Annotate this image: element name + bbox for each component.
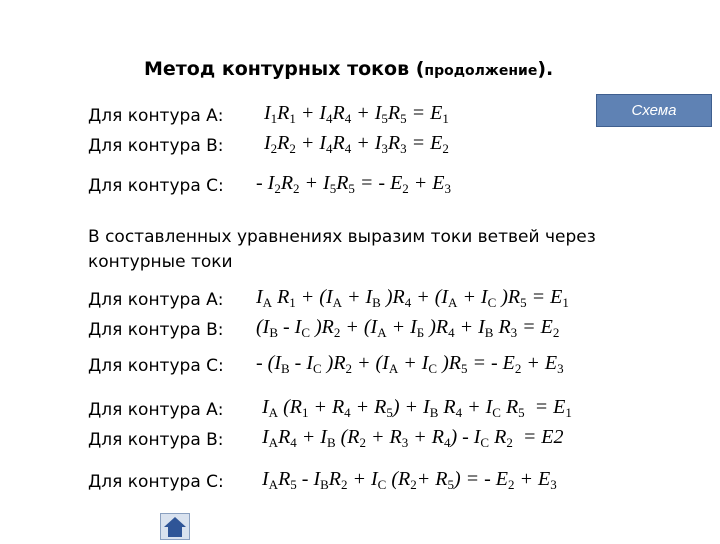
equation-a1: $I_1R_1 + I_4R_4 + I_5R_5 = E_1$ [264,102,449,126]
equation-c3: $I_AR_5 - I_BR_2 + I_C$ $(R_2+ R_5)$ = - $E_2 + E_3$ [262,468,557,492]
page-title [144,58,553,80]
equation-b1: $I_2R_2 + I_4R_4 + I_3R_3 = E_2$ [264,132,449,156]
title-end: ). [537,58,554,80]
label-contour-a: Для контура А: [88,290,224,310]
home-icon [161,514,189,539]
label-contour-c: Для контура С: [88,176,224,196]
equation-b2: ($I_B - I_C$ )$R_2 + (I_A + I_Б$ )$R_4 + I_B$ $R_3 = E_2$ [256,316,560,340]
equation-b3: $I_AR_4 + I_B$ $(R_2 + R_3 + R_4) - I_C$ $R_2 = E2$ [262,426,564,450]
equation-c1: - $I_2R_2 + I_5R_5$ = - $E_2 + E_3$ [256,172,452,196]
explanation-paragraph: В составленных уравнениях выразим токи ветвей через контурные токи [88,227,596,272]
label-contour-c: Для контура С: [88,472,224,492]
label-contour-c: Для контура С: [88,356,224,376]
label-contour-b: Для контура В: [88,136,224,156]
home-button[interactable] [160,513,190,540]
equation-c2: - ($I_B - I_C$ )$R_2 + (I_A + I_C$ )$R_5$ = - $E_2 + E_3$ [256,352,564,376]
title-small: продолжение [424,63,538,79]
label-contour-a: Для контура А: [88,400,224,420]
title-main: Метод контурных токов ( [144,58,425,80]
schema-button[interactable]: Схема [596,94,712,127]
equation-a2: $I_A$ $R_1 + (I_A + I_B$ )$R_4 + (I_A + I_C$ )$R_5 = E_1$ [256,286,569,310]
label-contour-b: Для контура В: [88,430,224,450]
equation-a3: $I_A$ $(R_1 + R_4 + R_5) + I_B$ $R_4 + I_C$ $R_5 = E_1$ [262,396,572,420]
label-contour-a: Для контура А: [88,106,224,126]
label-contour-b: Для контура В: [88,320,224,340]
